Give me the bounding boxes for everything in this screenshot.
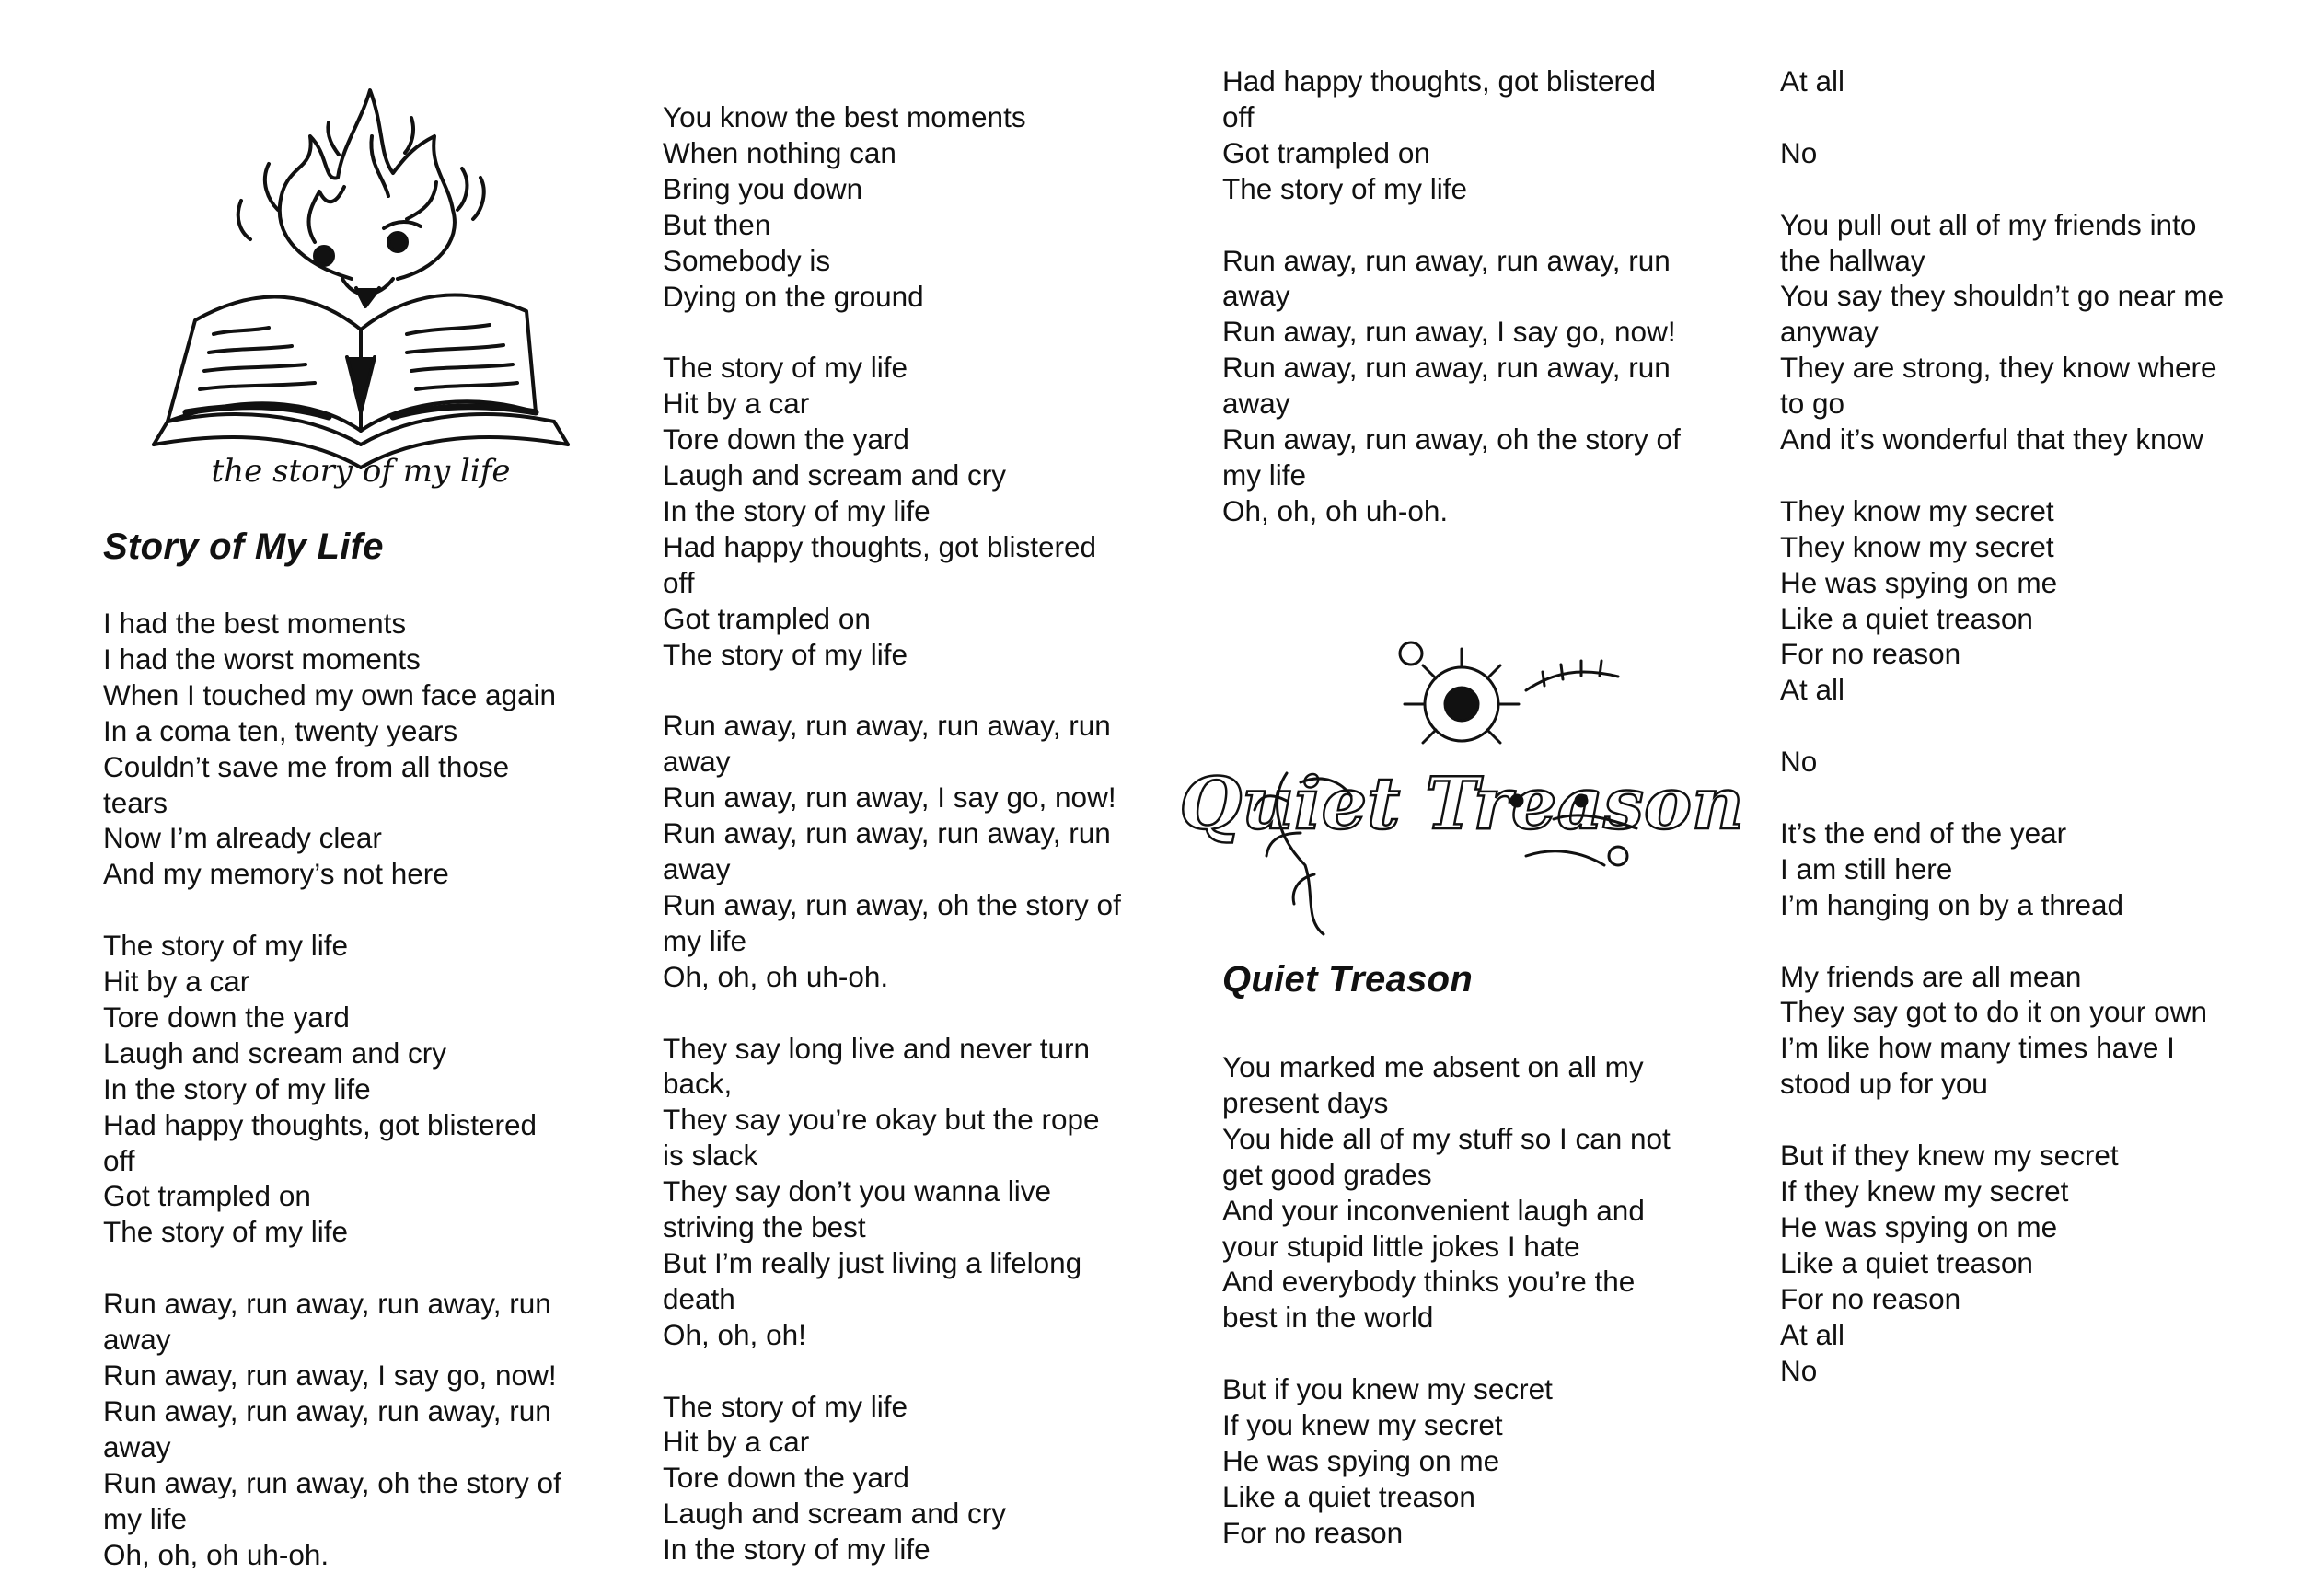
lyric-line [1780, 457, 2224, 493]
lyric-line: off [1222, 99, 1255, 133]
lyric-line: is slack [663, 1139, 758, 1173]
lyric-line: The story of my life [103, 929, 349, 963]
lyric-line: Run away, run away, oh the story of [103, 1465, 561, 1499]
lyric-line: Run away, run away, oh the story of [663, 887, 1121, 921]
lyric-line [1222, 1336, 1671, 1371]
lyric-line: They say got to do it on your own [1780, 995, 2208, 1029]
lyric-line: In the story of my life [663, 1532, 931, 1567]
lyric-line: Tore down the yard [663, 422, 909, 457]
lyric-line: The story of my life [663, 351, 908, 385]
lyric-line: Run away, run away, oh the story of [1222, 422, 1681, 457]
lyric-line: He was spying on me [1222, 1443, 1500, 1477]
lyric-line: Got trampled on [663, 601, 871, 635]
lyric-line: Laugh and scream and cry [663, 1497, 1006, 1531]
lyrics-column-1 [103, 606, 561, 1572]
lyric-line: Had happy thoughts, got blistered [663, 529, 1097, 563]
lyric-line: get good grades [1222, 1157, 1432, 1191]
lyric-line: striving the best [663, 1210, 866, 1244]
lyric-line [103, 892, 561, 928]
lyric-line: It’s the end of the year [1780, 815, 2067, 850]
lyric-line: But then [663, 207, 771, 241]
lyric-line: Run away, run away, I say go, now! [1222, 315, 1676, 349]
lyric-line: death [663, 1281, 735, 1315]
lyric-line [1780, 923, 2224, 959]
lyric-line: Like a quiet treason [1780, 601, 2033, 635]
lyric-line: I’m like how many times have I [1780, 1031, 2175, 1065]
lyric-line: off [103, 1143, 135, 1177]
lyric-line: away [1222, 279, 1290, 313]
lyric-line: They are strong, they know where [1780, 351, 2217, 385]
lyric-line: Run away, run away, run away, run [103, 1287, 551, 1321]
lyric-line [1780, 780, 2224, 815]
lyric-line: I had the worst moments [103, 642, 421, 676]
lyric-line: Run away, run away, run away, run [103, 1394, 551, 1428]
song-title-story-of-my-life: Story of My Life [103, 526, 384, 567]
lyrics-column-3-bottom [1222, 1049, 1671, 1551]
lyric-line: Couldn’t save me from all those [103, 749, 510, 783]
lyric-line [103, 1250, 561, 1286]
lyric-line: Got trampled on [103, 1179, 311, 1213]
lyric-line: my life [663, 923, 747, 957]
lyric-line: In a coma ten, twenty years [103, 713, 458, 747]
lyric-line: When nothing can [663, 135, 896, 169]
lyrics-column-4 [1780, 64, 2224, 1388]
illustration-caption: the story of my life [211, 453, 511, 490]
lyric-line: Hit by a car [663, 387, 810, 421]
lyric-line: For no reason [1780, 1281, 1961, 1315]
lyric-line: You hide all of my stuff so I can not [1222, 1121, 1671, 1155]
lyric-line: Laugh and scream and cry [663, 458, 1006, 492]
lyric-line: Run away, run away, run away, run [1222, 351, 1671, 385]
lyric-line: You pull out all of my friends into [1780, 207, 2197, 241]
lyric-line: my life [103, 1501, 188, 1535]
lyric-line: off [663, 565, 695, 599]
lyric-line: stood up for you [1780, 1067, 1988, 1101]
lyric-line: Got trampled on [1222, 135, 1430, 169]
lyric-line: Had happy thoughts, got blistered [103, 1107, 538, 1141]
song-title-quiet-treason: Quiet Treason [1222, 959, 1474, 1000]
lyric-line: Somebody is [663, 243, 831, 277]
burning-book-icon [131, 81, 572, 490]
lyric-line: Tore down the yard [103, 1000, 350, 1034]
lyric-line: No [1780, 745, 1818, 779]
lyric-line: my life [1222, 457, 1307, 492]
floral-lettering-icon [1179, 635, 1744, 939]
lyric-line: When I touched my own face again [103, 677, 557, 711]
lyric-line: I had the best moments [103, 607, 407, 640]
lyric-line [1780, 171, 2224, 207]
lyric-line: Like a quiet treason [1780, 1245, 2033, 1279]
lyric-line: For no reason [1780, 637, 1961, 671]
lyric-line: Run away, run away, I say go, now! [103, 1359, 557, 1392]
lyric-line: Bring you down [663, 171, 863, 205]
lyric-line: But if they knew my secret [1780, 1139, 2119, 1173]
lyric-line: Oh, oh, oh uh-oh. [663, 959, 889, 993]
lyrics-column-2 [663, 99, 1121, 1567]
lyric-line: But I’m really just living a lifelong [663, 1245, 1082, 1279]
quiet-treason-illustration [1179, 635, 1744, 939]
lyric-line [663, 1353, 1121, 1389]
lyric-line: They say don’t you wanna live [663, 1174, 1051, 1209]
lyric-line: And your inconvenient laugh and [1222, 1193, 1645, 1227]
lyric-line: Laugh and scream and cry [103, 1035, 446, 1070]
lyric-line: present days [1222, 1085, 1389, 1119]
lyric-line: And everybody thinks you’re the [1222, 1265, 1636, 1299]
lyric-line: your stupid little jokes I hate [1222, 1229, 1580, 1263]
lyric-line: away [103, 1429, 171, 1463]
lyric-line: But if you knew my secret [1222, 1372, 1553, 1406]
lyric-line: He was spying on me [1780, 565, 2058, 599]
lyric-line: Oh, oh, oh uh-oh. [1222, 493, 1449, 527]
lyric-line: The story of my life [663, 637, 908, 671]
lyric-line: tears [103, 785, 168, 819]
lyric-line: I am still here [1780, 851, 1953, 885]
lyric-line: They know my secret [1780, 493, 2054, 527]
lyric-line: And my memory’s not here [103, 857, 449, 891]
lyric-line [663, 314, 1121, 350]
lyric-line: For no reason [1222, 1515, 1404, 1549]
lyric-line: Oh, oh, oh! [663, 1317, 806, 1351]
lyric-line: away [1222, 387, 1290, 421]
story-of-my-life-illustration [131, 81, 572, 490]
lyric-line [1780, 99, 2224, 135]
lyric-line: the hallway [1780, 243, 1925, 277]
lyric-line: They know my secret [1780, 529, 2054, 563]
lyric-line: You know the best moments [663, 100, 1026, 133]
lyric-line: back, [663, 1067, 733, 1101]
lyric-line: You marked me absent on all my [1222, 1050, 1644, 1083]
lyric-line: If you knew my secret [1222, 1408, 1503, 1442]
lyric-line [1780, 1102, 2224, 1138]
lyric-line: Now I’m already clear [103, 821, 382, 855]
lyric-line: He was spying on me [1780, 1209, 2058, 1243]
lyric-line: anyway [1780, 315, 1879, 349]
lyric-line [1780, 708, 2224, 744]
lyrics-column-3-top [1222, 64, 1681, 529]
lyric-line [1222, 207, 1681, 243]
lyric-line: You say they shouldn’t go near me [1780, 279, 2225, 313]
lyric-line: Dying on the ground [663, 279, 924, 313]
lyric-line: to go [1780, 387, 1845, 421]
lyric-line: They say long live and never turn [663, 1031, 1091, 1065]
lyric-line: away [663, 745, 731, 779]
lyric-line: At all [1780, 64, 1845, 98]
lyric-line: If they knew my secret [1780, 1174, 2069, 1208]
lyric-line: I’m hanging on by a thread [1780, 887, 2124, 921]
lyric-line: away [663, 852, 731, 885]
lyric-line: The story of my life [663, 1389, 908, 1423]
lyric-line: Had happy thoughts, got blistered [1222, 64, 1657, 98]
lyric-line: Run away, run away, I say go, now! [663, 781, 1116, 815]
lyric-line: Run away, run away, run away, run [1222, 243, 1671, 277]
lyric-line: Like a quiet treason [1222, 1479, 1475, 1513]
lyric-line: Run away, run away, run away, run [663, 816, 1111, 850]
lyric-line: Hit by a car [663, 1425, 810, 1459]
lyric-line: best in the world [1222, 1301, 1434, 1335]
lyric-line: They say you’re okay but the rope [663, 1103, 1100, 1137]
lyric-line: The story of my life [103, 1215, 349, 1249]
lyric-line: My friends are all mean [1780, 959, 2082, 993]
lyric-line [663, 672, 1121, 708]
lyric-line: Tore down the yard [663, 1461, 909, 1495]
lyric-line: Oh, oh, oh uh-oh. [103, 1537, 330, 1571]
lyric-line: The story of my life [1222, 171, 1468, 205]
lyric-line: away [103, 1323, 171, 1357]
illustration-lettering: Quiet Treason [1179, 762, 1744, 846]
lyric-line: At all [1780, 673, 1845, 707]
lyric-line: No [1780, 1353, 1818, 1387]
lyric-line: And it’s wonderful that they know [1780, 422, 2203, 457]
lyric-line: Hit by a car [103, 965, 250, 999]
lyric-line: At all [1780, 1317, 1845, 1351]
lyric-line [663, 995, 1121, 1031]
lyric-line: In the story of my life [103, 1071, 371, 1105]
lyric-line: In the story of my life [663, 493, 931, 527]
lyric-line: No [1780, 135, 1818, 169]
lyric-line: Run away, run away, run away, run [663, 709, 1111, 743]
